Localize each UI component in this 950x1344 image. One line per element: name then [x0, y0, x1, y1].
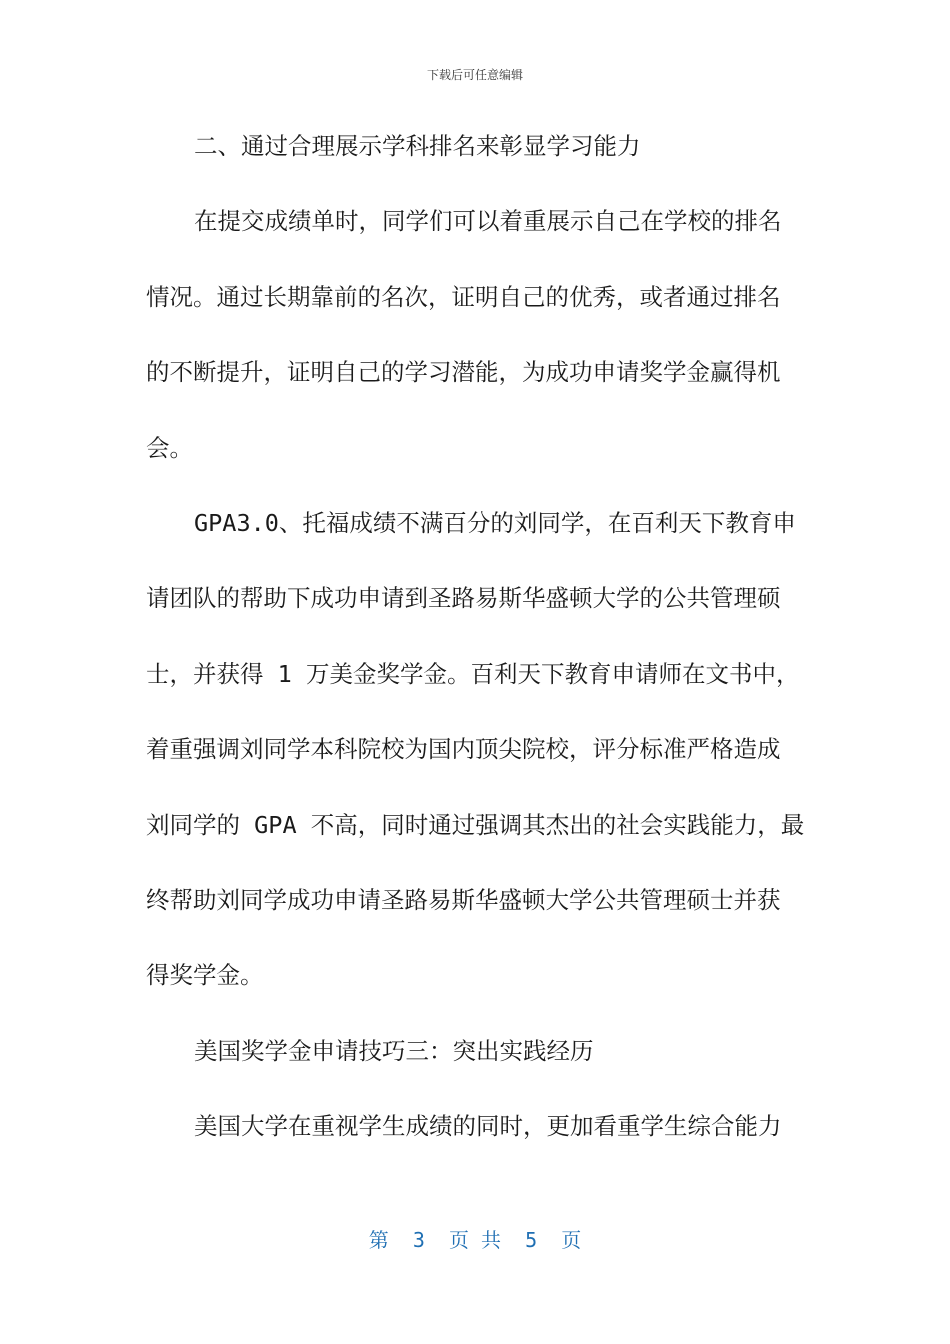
- page-header: 下载后可任意编辑: [426, 68, 523, 82]
- paragraph-line: 会。: [146, 433, 193, 462]
- page-number-footer: 第 3 页 共 5 页: [368, 1228, 582, 1252]
- paragraph-line: 美国大学在重视学生成绩的同时，更加看重学生综合能力: [194, 1112, 782, 1141]
- paragraph-line: 士，并获得 1 万美金奖学金。百利天下教育申请师在文书中，: [146, 659, 800, 688]
- paragraph-line: GPA3.0、托福成绩不满百分的刘同学，在百利天下教育申: [194, 508, 796, 537]
- paragraph-line: 情况。通过长期靠前的名次，证明自己的优秀，或者通过排名: [146, 282, 781, 311]
- paragraph-line: 在提交成绩单时，同学们可以着重展示自己在学校的排名: [194, 207, 782, 236]
- section-heading: 二、通过合理展示学科排名来彰显学习能力: [194, 132, 641, 160]
- paragraph-line: 的不断提升，证明自己的学习潜能，为成功申请奖学金赢得机: [146, 358, 781, 387]
- paragraph-line: 着重强调刘同学本科院校为国内顶尖院校，评分标准严格造成: [146, 735, 781, 764]
- paragraph-line: 请团队的帮助下成功申请到圣路易斯华盛顿大学的公共管理硕: [146, 584, 781, 613]
- paragraph-line: 得奖学金。: [146, 961, 264, 990]
- document-body: [146, 122, 805, 1177]
- paragraph-line: 终帮助刘同学成功申请圣路易斯华盛顿大学公共管理硕士并获: [146, 885, 781, 914]
- paragraph-line: 刘同学的 GPA 不高，同时通过强调其杰出的社会实践能力，最: [146, 810, 805, 839]
- section-heading: 美国奖学金申请技巧三：突出实践经历: [194, 1036, 594, 1065]
